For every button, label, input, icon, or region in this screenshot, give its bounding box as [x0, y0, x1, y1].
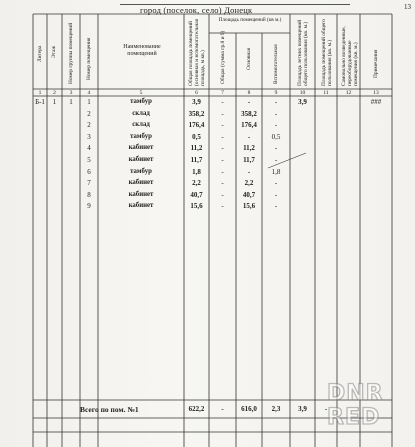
col-header-name: Наименование помещений — [123, 44, 161, 57]
cell-notes: ### — [370, 98, 382, 106]
cell-name: тамбур — [130, 167, 152, 175]
col-number: 5 — [139, 90, 143, 96]
total-area-sum: - — [221, 405, 224, 413]
cell-name: кабинет — [128, 190, 154, 198]
col-number: 10 — [299, 90, 306, 96]
cell-sum: - — [221, 98, 224, 106]
col-header-common-area: Площадь помещений общего пользования (кв. м.) — [321, 19, 333, 86]
cell-name: кабинет — [128, 156, 154, 163]
col-number: 3 — [69, 90, 73, 96]
col-header-total-area: Общая площадь помещений (основная и вспомогательная площадь, м кв.) — [188, 18, 206, 86]
cell-sum: - — [221, 156, 224, 164]
cell-total: 358,2 — [188, 109, 205, 118]
cell-total: 1,8 — [192, 167, 201, 176]
col-header-area-sum: Общая (сумма гр.8 и 9) — [220, 30, 226, 84]
cell-sum: - — [221, 144, 224, 153]
cell-name: кабинет — [128, 144, 154, 152]
city-line: город (поселок, село) Донецк — [140, 5, 253, 15]
cell-aux: - — [274, 144, 278, 153]
cell-total: 40,7 — [190, 190, 203, 199]
col-number: 1 — [38, 90, 42, 96]
cell-total: 0,5 — [192, 132, 201, 141]
cell-sum: - — [221, 179, 224, 188]
cell-aux: 0,5 — [271, 132, 281, 141]
col-header-summer-area: Площадь летних помещений общего пользования (кв. м.) — [297, 19, 309, 86]
col-header-room: Номер помещения — [86, 37, 92, 80]
cell-main: 358,2 — [241, 109, 257, 118]
watermark-line: DNR — [327, 381, 384, 406]
cell-main: 15,6 — [242, 202, 256, 211]
col-number: 8 — [247, 90, 251, 96]
cell-litera: Б-1 — [35, 98, 45, 106]
total-summer-area: 3,9 — [298, 405, 307, 413]
total-area-main: 616,0 — [241, 405, 257, 413]
page-number: 13 — [404, 3, 411, 11]
col-header-area-main: Основная — [246, 47, 252, 70]
cell-sum: - — [221, 121, 224, 130]
cell-room: 6 — [87, 167, 91, 176]
col-number: 11 — [323, 90, 329, 96]
cell-sum: - — [221, 202, 224, 211]
cell-aux: - — [274, 156, 278, 164]
col-header-litera: Литера — [37, 45, 43, 62]
col-header-floor: Этаж — [51, 45, 57, 58]
cell-total: 3,9 — [192, 98, 201, 106]
cell-total: 11,7 — [190, 156, 203, 164]
cell-total: 2,2 — [192, 179, 201, 188]
cell-room: 7 — [87, 179, 91, 188]
cell-aux: - — [274, 190, 278, 199]
col-number: 13 — [373, 90, 379, 96]
cell-room: 4 — [87, 144, 91, 153]
cell-sum: - — [221, 109, 224, 118]
watermark-logo — [327, 382, 412, 437]
cell-main: 11,7 — [243, 156, 255, 164]
cell-aux: - — [274, 109, 278, 118]
cell-name: кабинет — [128, 179, 154, 187]
cell-total: 15,6 — [190, 202, 203, 211]
col-header-area-aux: Вспомогательная — [273, 44, 279, 84]
cell-room: 9 — [87, 202, 91, 211]
col-header-group: Номер группы помещений — [68, 22, 74, 84]
col-number: 7 — [221, 90, 224, 96]
cell-room: 8 — [87, 190, 91, 199]
col-number: 4 — [87, 90, 91, 96]
cell-room: 2 — [87, 109, 91, 118]
cell-name: тамбур — [130, 132, 152, 140]
cell-name: склад — [132, 109, 150, 117]
cell-sum: - — [221, 190, 224, 199]
total-area: 622,2 — [188, 405, 205, 413]
cell-room: 5 — [87, 156, 91, 164]
cell-main: - — [247, 167, 251, 176]
col-number: 6 — [195, 90, 198, 96]
cell-aux: 1,8 — [271, 167, 281, 176]
cell-main: - — [247, 132, 251, 141]
col-number: 2 — [53, 90, 56, 96]
cell-aux: - — [274, 202, 278, 211]
cell-total: 176,4 — [188, 121, 205, 130]
cell-room: 2 — [87, 121, 91, 130]
col-header-notes: Примечания — [373, 49, 379, 78]
cell-room: 1 — [87, 98, 91, 106]
total-area-aux: 2,3 — [271, 405, 281, 413]
cell-name: склад — [132, 121, 150, 129]
total-label: Всего по пом. №1 — [80, 405, 139, 414]
cell-main: 176,4 — [241, 121, 257, 130]
cell-main: 40,7 — [242, 190, 256, 199]
cell-sum: - — [221, 167, 224, 176]
cell-total: 11,2 — [190, 144, 203, 153]
cell-aux: - — [274, 98, 278, 106]
cell-summer: 3,9 — [298, 98, 307, 106]
watermark-line: RED — [327, 405, 381, 430]
col-header-arbitrary: Самовольно возведенные, переоборудованные помещения (кв. м.) — [341, 26, 359, 86]
cell-aux: - — [274, 179, 278, 188]
cell-group: 1 — [69, 98, 73, 106]
total-common-area: - — [324, 405, 328, 413]
cell-main: 2,2 — [244, 179, 254, 188]
cell-floor: 1 — [52, 98, 57, 106]
col-number: 9 — [274, 90, 278, 96]
cell-name: кабинет — [128, 202, 154, 210]
cell-room: 3 — [87, 132, 91, 141]
cell-aux: - — [274, 121, 278, 130]
cell-name: тамбур — [130, 98, 152, 105]
cell-main: - — [247, 98, 251, 106]
col-header-area-group: Площадь помещений (кв м.) — [218, 17, 282, 23]
cell-main: 11,2 — [243, 144, 255, 153]
col-number: 12 — [345, 90, 352, 96]
cell-sum: - — [221, 132, 224, 141]
